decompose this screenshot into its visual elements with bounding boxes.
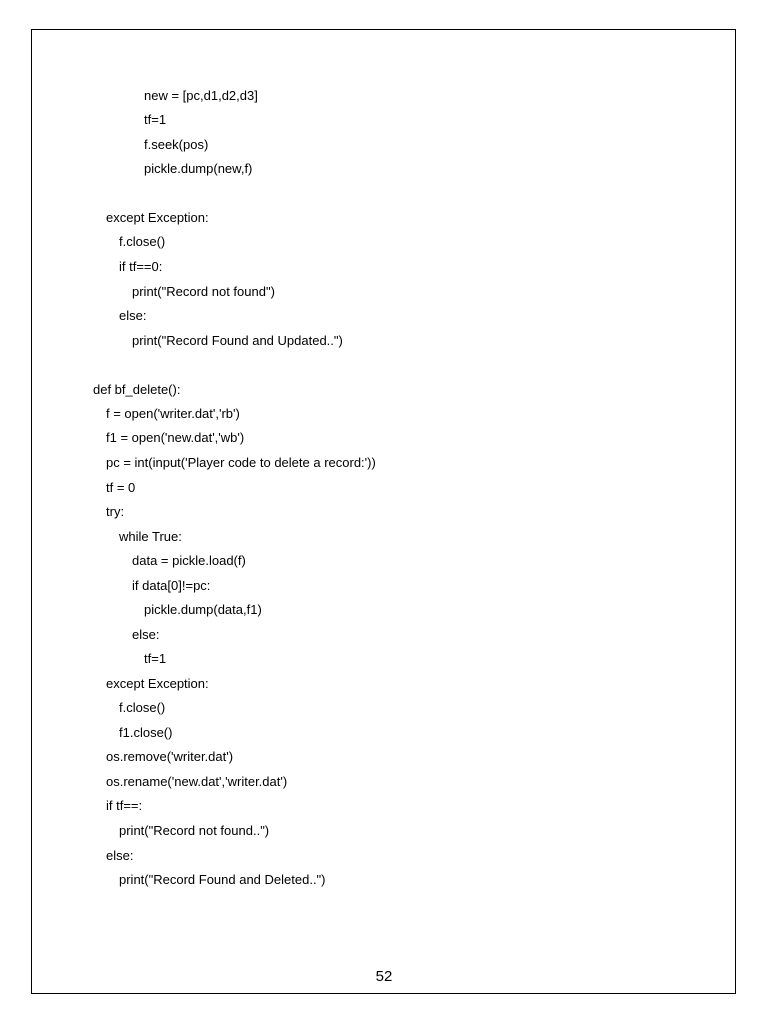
code-line: pickle.dump(data,f1) <box>144 602 262 617</box>
code-line: tf=1 <box>144 112 167 127</box>
code-line: if data[0]!=pc: <box>132 578 211 593</box>
code-line: os.remove('writer.dat') <box>106 749 234 764</box>
code-line: f1 = open('new.dat','wb') <box>106 430 245 445</box>
code-line: print("Record not found") <box>132 284 275 299</box>
code-line: print("Record Found and Deleted..") <box>119 872 326 887</box>
code-line: f = open('writer.dat','rb') <box>106 406 240 421</box>
code-line: new = [pc,d1,d2,d3] <box>144 88 258 103</box>
code-line: else: <box>132 627 160 642</box>
code-line: try: <box>106 504 125 519</box>
code-line: while True: <box>119 529 182 544</box>
code-line: else: <box>119 308 147 323</box>
code-line: os.rename('new.dat','writer.dat') <box>106 774 288 789</box>
code-line: if tf==: <box>106 798 143 813</box>
code-line: print("Record Found and Updated..") <box>132 333 343 348</box>
code-line: f1.close() <box>119 725 173 740</box>
page-number: 52 <box>375 968 393 985</box>
code-line: except Exception: <box>106 210 209 225</box>
code-line: if tf==0: <box>119 259 163 274</box>
code-line: f.seek(pos) <box>144 137 209 152</box>
code-line: except Exception: <box>106 676 209 691</box>
code-line: tf = 0 <box>106 480 136 495</box>
code-line: pc = int(input('Player code to delete a record:')) <box>106 455 376 470</box>
code-line: print("Record not found..") <box>119 823 270 838</box>
code-line: data = pickle.load(f) <box>132 553 246 568</box>
code-line: tf=1 <box>144 651 167 666</box>
code-line: f.close() <box>119 234 166 249</box>
code-line: pickle.dump(new,f) <box>144 161 253 176</box>
code-line: f.close() <box>119 700 166 715</box>
code-line: else: <box>106 848 134 863</box>
code-line: def bf_delete(): <box>93 382 181 397</box>
